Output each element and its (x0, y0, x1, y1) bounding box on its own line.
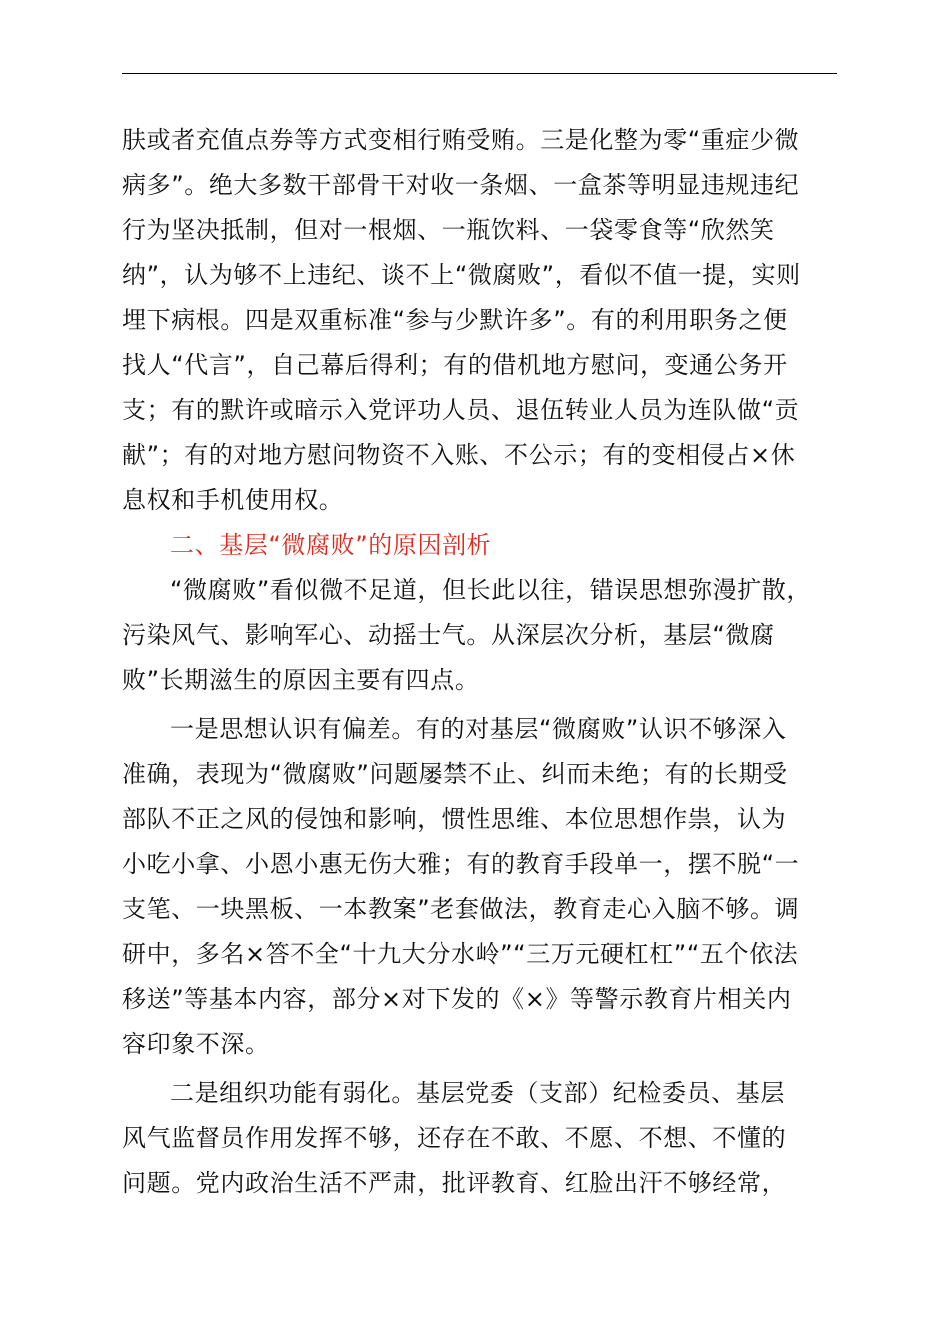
text-line: 息权和手机使用权。 (122, 486, 344, 514)
text-line: 污染风气、影响军心、动摇士气。从深层次分析，基层“微腐 (122, 621, 775, 649)
text-line: 容印象不深。 (122, 1030, 270, 1058)
paragraph-two (122, 1071, 862, 1206)
text-line: 找人“代言”，自己幕后得利；有的借机地方慰问，变通公务开 (122, 351, 788, 379)
text-line: 埋下病根。四是双重标准“参与少默许多”。有的利用职务之便 (122, 306, 788, 334)
paragraph-continued (122, 118, 862, 523)
text-line: 风气监督员作用发挥不够，还存在不敢、不愿、不想、不懂的 (122, 1124, 787, 1152)
text-line: 肤或者充值点券等方式变相行贿受贿。三是化整为零“重症少微 (122, 126, 800, 154)
text-line: 行为坚决抵制，但对一根烟、一瓶饮料、一袋零食等“欣然笑 (122, 216, 775, 244)
text-line: 病多”。绝大多数干部骨干对收一条烟、一盒茶等明显违规违纪 (122, 171, 800, 199)
document-body (122, 118, 862, 1206)
paragraph-intro (122, 568, 862, 703)
text-line: 小吃小拿、小恩小惠无伤大雅；有的教育手段单一，摆不脱“一 (122, 850, 800, 878)
text-line: 纳”，认为够不上违纪、谈不上“微腐败”，看似不值一提，实则 (122, 261, 801, 289)
text-line: “微腐败”看似微不足道，但长此以往，错误思想弥漫扩散， (170, 576, 812, 604)
text-line: 一是思想认识有偏差。有的对基层“微腐败”认识不够深入 (170, 715, 787, 743)
text-line: 研中，多名×答不全“十九大分水岭”“三万元硬杠杠”“五个依法 (122, 940, 799, 968)
text-line: 支笔、一块黑板、一本教案”老套做法，教育走心入脑不够。调 (122, 895, 800, 923)
header-rule (122, 73, 837, 74)
text-line: 献”；有的对地方慰问物资不入账、不公示；有的变相侵占×休 (122, 441, 796, 469)
text-line: 败”长期滋生的原因主要有四点。 (122, 666, 480, 694)
text-line: 移送”等基本内容，部分×对下发的《×》等警示教育片相关内 (122, 985, 792, 1013)
text-line: 问题。党内政治生活不严肃，批评教育、红脸出汗不够经常， (122, 1169, 787, 1197)
text-line: 二是组织功能有弱化。基层党委（支部）纪检委员、基层 (170, 1079, 785, 1107)
text-line: 部队不正之风的侵蚀和影响，惯性思维、本位思想作祟，认为 (122, 805, 787, 833)
text-line: 准确，表现为“微腐败”问题屡禁不止、纠而未绝；有的长期受 (122, 760, 788, 788)
section-heading: 二、基层“微腐败”的原因剖析 (170, 531, 492, 559)
text-line: 支；有的默许或暗示入党评功人员、退伍转业人员为连队做“贡 (122, 396, 800, 424)
paragraph-one (122, 707, 862, 1067)
